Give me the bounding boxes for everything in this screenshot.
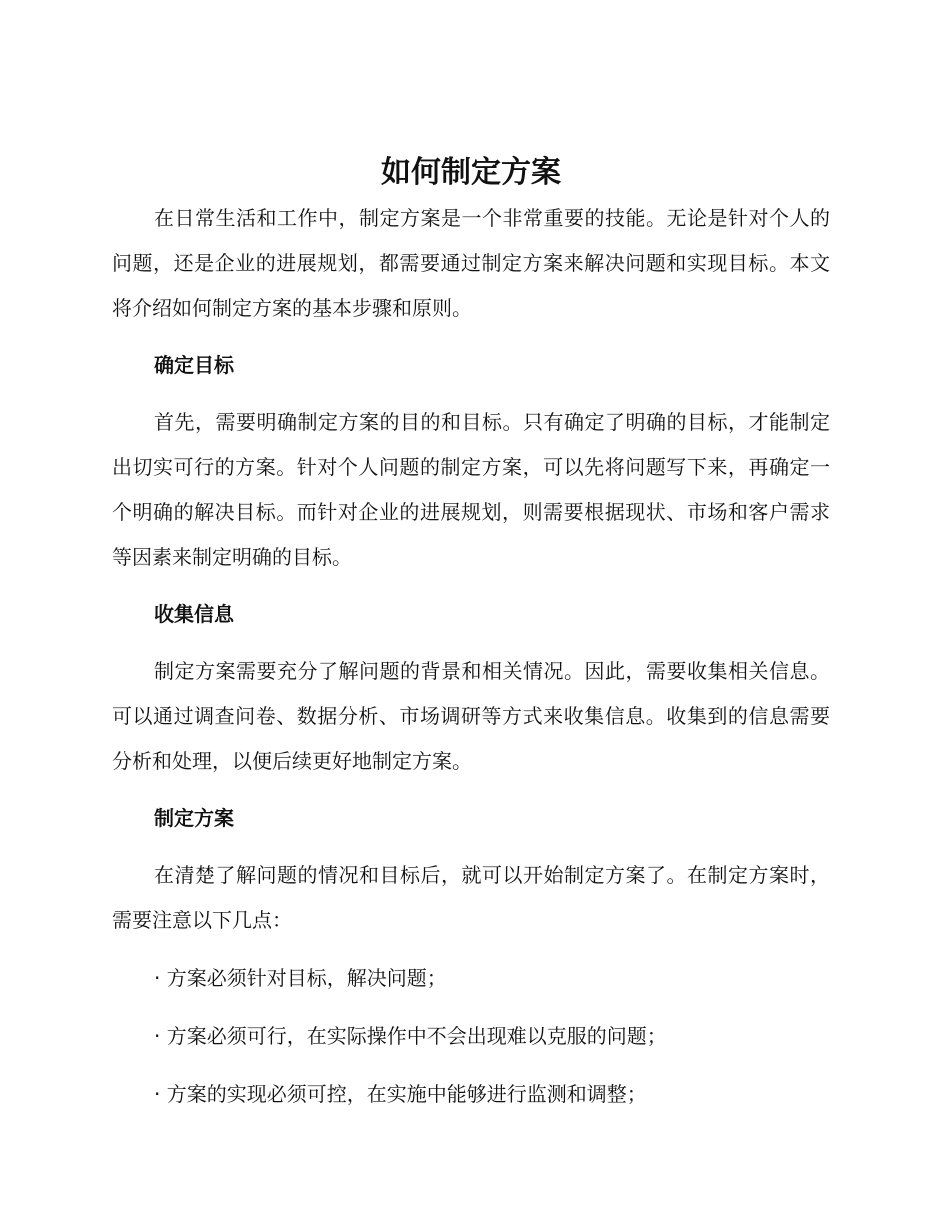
section-heading-collect-info: 收集信息 — [154, 602, 234, 626]
spacer — [112, 1001, 830, 1014]
section-body-collect-info: 制定方案需要充分了解问题的背景和相关情况。因此，需要收集相关信息。可以通过调查问卷、数据分析、市场调研等方式来收集信息。收集到的信息需要分析和处理，以便后续更好地制定方案。 — [112, 659, 830, 773]
intro-paragraph: 在日常生活和工作中，制定方案是一个非常重要的技能。无论是针对个人的问题，还是企业的进展规划，都需要通过制定方案来解决问题和实现目标。本文将介绍如何制定方案的基本步骤和原则。 — [112, 206, 830, 320]
section-body-make-plan: 在清楚了解问题的情况和目标后，就可以开始制定方案了。在制定方案时，需要注意以下几点： — [112, 863, 830, 932]
section-body-goal: 首先，需要明确制定方案的目的和目标。只有确定了明确的目标，才能制定出切实可行的方案。针对个人问题的制定方案，可以先将问题写下来，再确定一个明确的解决目标。而针对企业的进展规划，则需要根据现状、市场和客户需求等因素来制定明确的目标。 — [112, 410, 830, 569]
bullet-item: · 方案必须可行，在实际操作中不会出现难以克服的问题； — [154, 1024, 667, 1048]
document-page — [112, 150, 830, 1117]
document-title: 如何制定方案 — [381, 155, 561, 190]
spacer — [112, 1059, 830, 1072]
spacer — [112, 580, 830, 592]
section-heading-make-plan: 制定方案 — [154, 806, 234, 830]
spacer — [112, 784, 830, 796]
spacer — [112, 331, 830, 343]
spacer — [112, 943, 830, 956]
bullet-item: · 方案的实现必须可控，在实施中能够进行监测和调整； — [154, 1082, 647, 1106]
section-heading-goal: 确定目标 — [154, 353, 234, 377]
spacer — [112, 637, 830, 649]
spacer — [112, 388, 830, 400]
bullet-item: · 方案必须针对目标，解决问题； — [154, 966, 447, 990]
spacer — [112, 841, 830, 853]
